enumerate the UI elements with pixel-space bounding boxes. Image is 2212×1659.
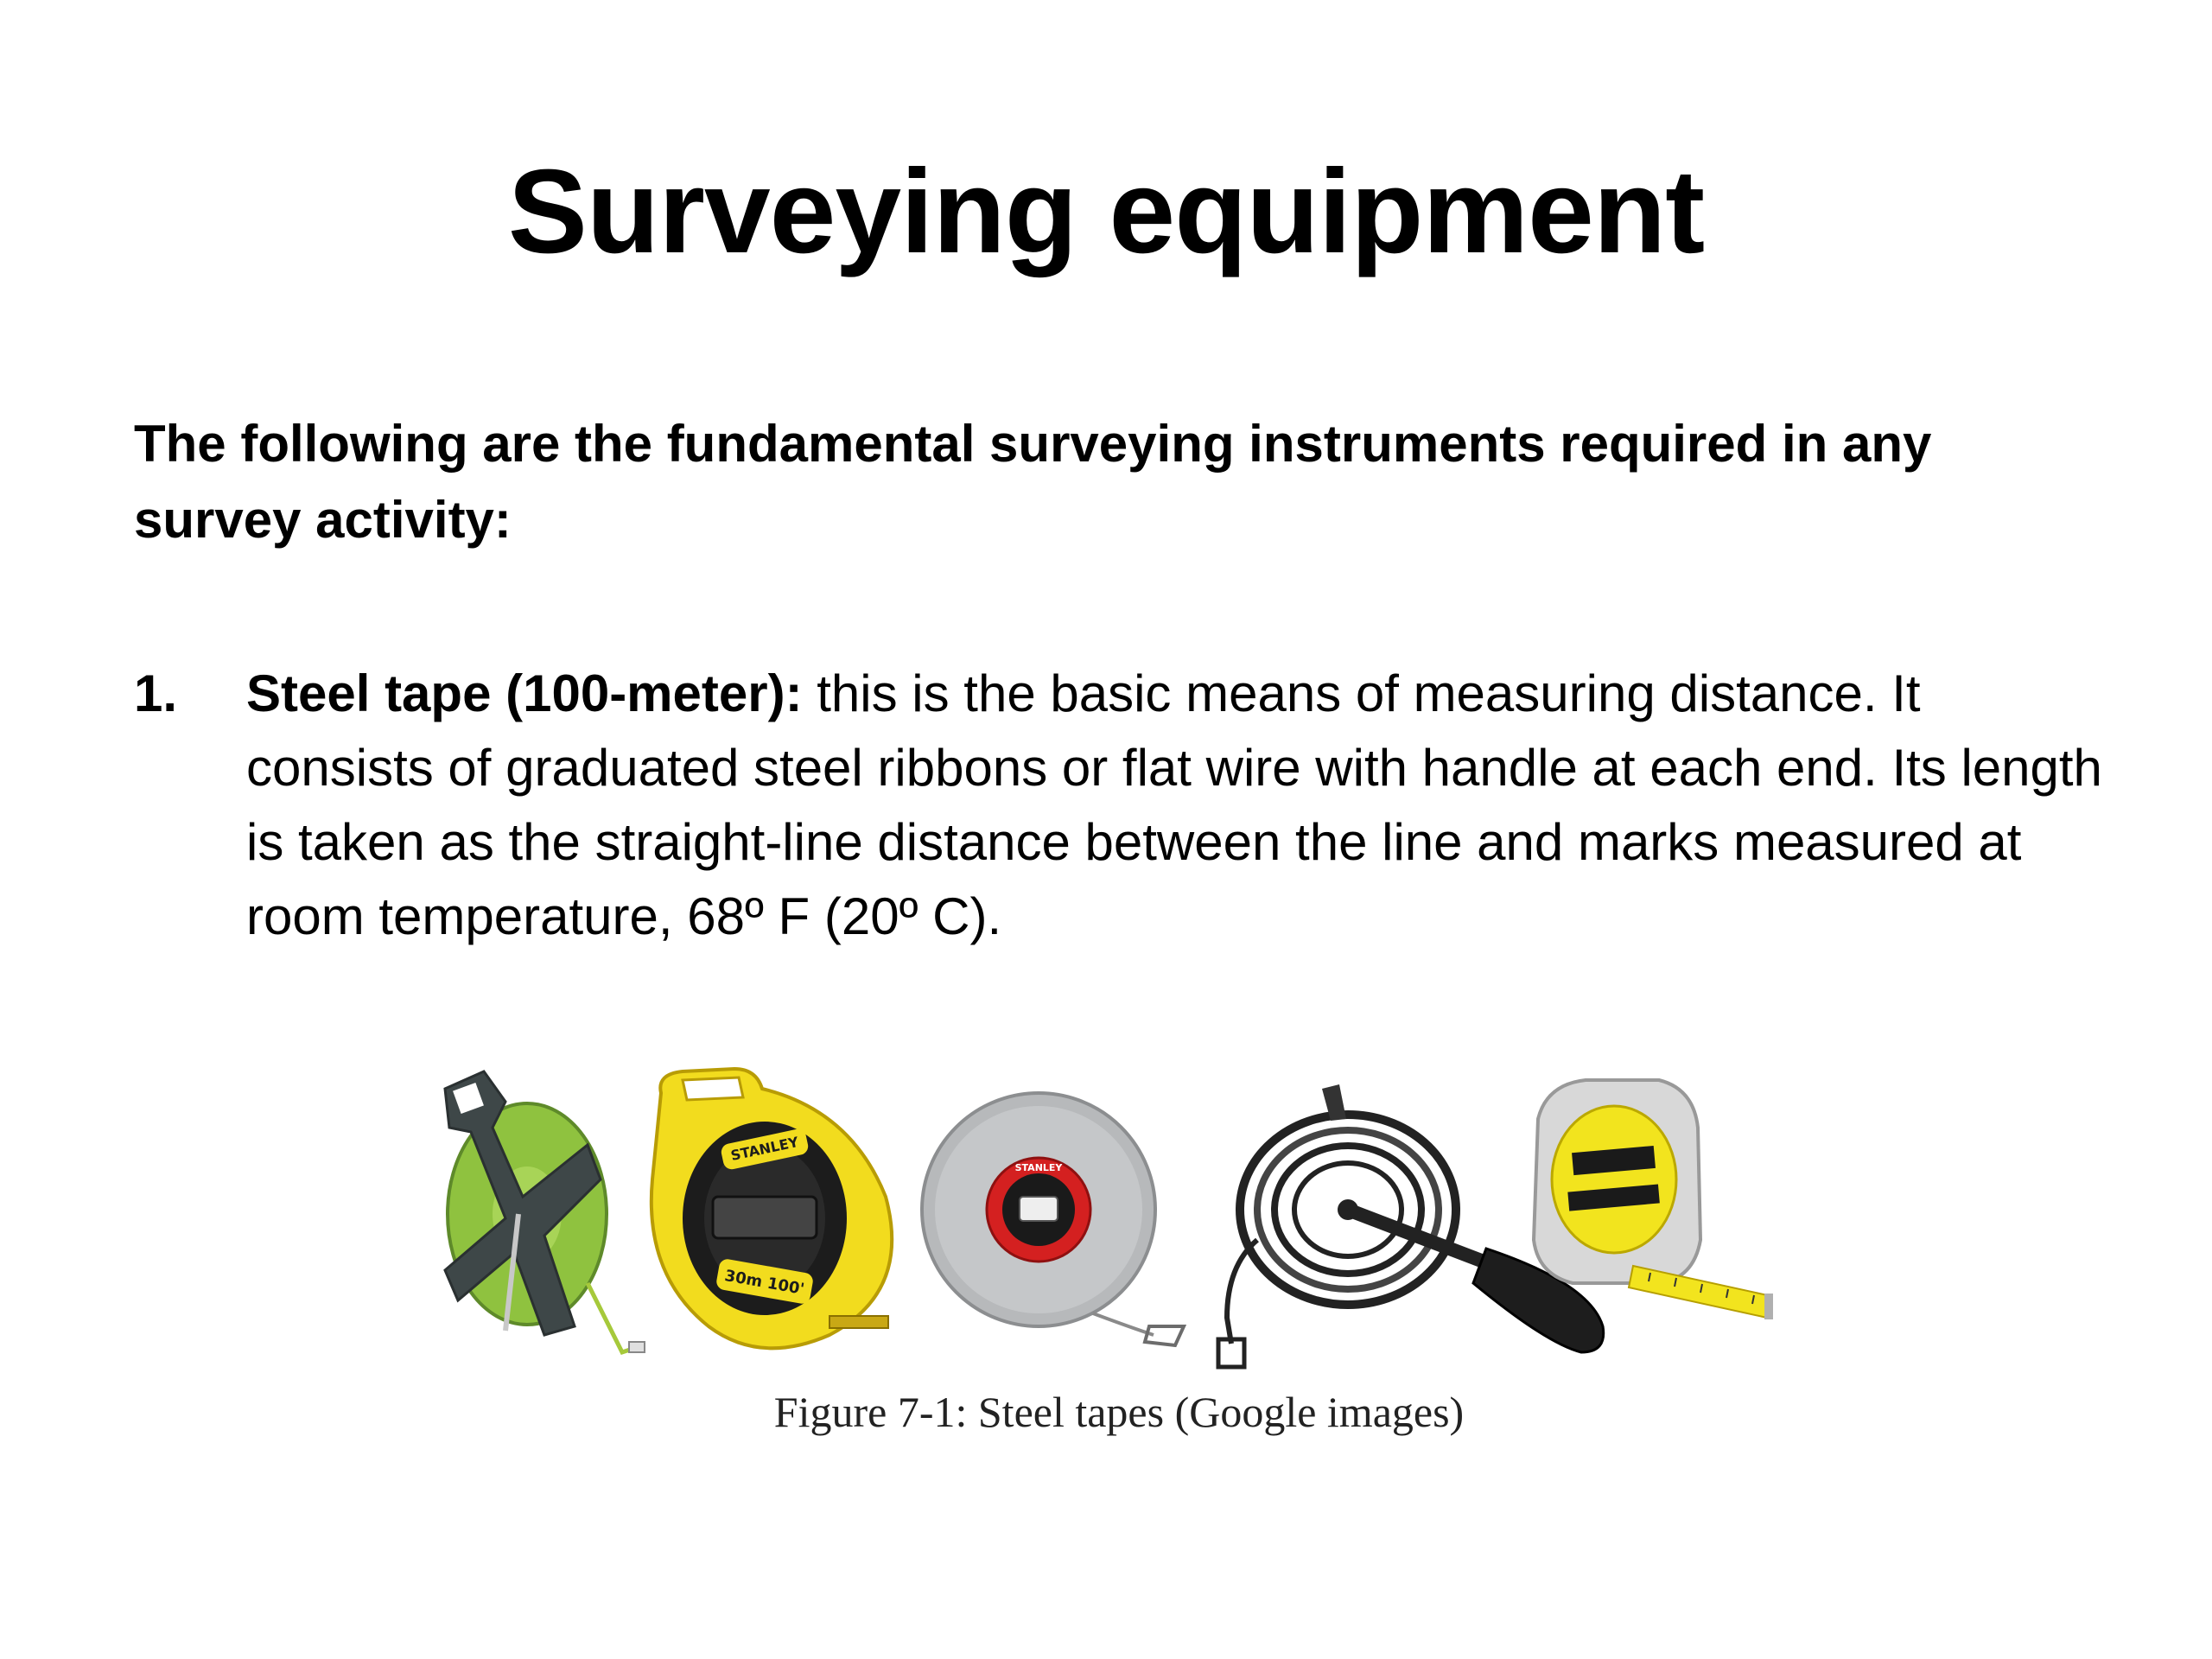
list-item-term: Steel tape (100-meter):	[246, 664, 803, 722]
steel-tapes-figure	[423, 1067, 1806, 1387]
slide-title: Surveying equipment	[507, 145, 1705, 278]
list-item	[134, 657, 2121, 954]
red-tape-brand-label: STANLEY	[1014, 1162, 1063, 1173]
yellow-tape-brand-label: STANLEY	[728, 1133, 800, 1165]
open-reel-tape-icon	[445, 1071, 645, 1352]
yellow-tape-size-label: 30m 100'	[723, 1267, 806, 1299]
list-item-body	[246, 657, 2121, 954]
intro-text: The following are the fundamental surveying instruments required in any survey activity:	[134, 415, 1932, 549]
pocket-tape-measure-icon	[1534, 1080, 1773, 1319]
figure-caption: Figure 7-1: Steel tapes (Google images)	[773, 1388, 1465, 1436]
silver-case-tape-icon	[922, 1093, 1184, 1345]
list-item-number: 1.	[134, 664, 178, 722]
yellow-case-tape-icon	[652, 1069, 892, 1348]
list-item-text: this is the basic means of measuring distance. It consists of graduated steel ribbons or flat wire with handle at each end. Its length is taken as the straight-line distance between the line and marks measured at room temperature, 68º F (20º C).	[246, 664, 2102, 945]
